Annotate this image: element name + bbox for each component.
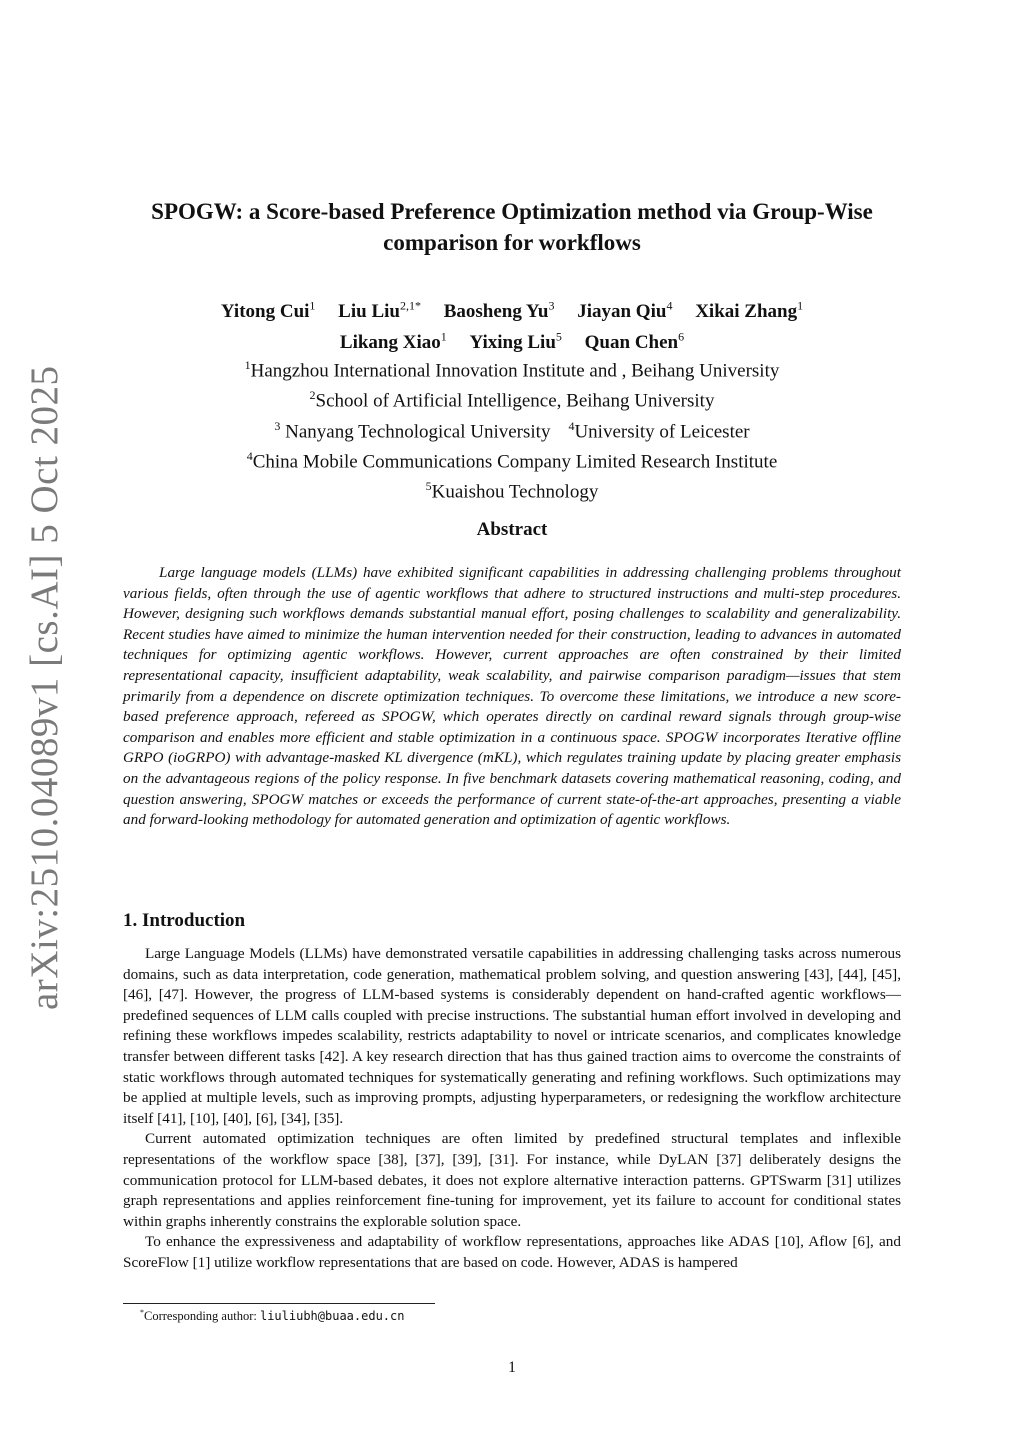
footnote-label: Corresponding author: [144, 1309, 260, 1324]
page-number: 1 [508, 1359, 516, 1376]
footnote [140, 1308, 404, 1324]
footnote-marker: * [140, 1308, 144, 1317]
author: Baosheng Yu$^3$ [443, 299, 555, 323]
affiliation: $^1$Hangzhou International Innovation Institute and , Beihang University [244, 358, 780, 382]
section-heading-introduction: 1. Introduction [123, 910, 246, 931]
affiliations [100, 353, 924, 505]
abstract-text: Large language models (LLMs) have exhibited significant capabilities in addressing challenging problems throughout various fields, often through the use of agentic workflows that adhere to structured instructions and multi-step procedures. However, designing such workflows demands substantial manual effort, posing challenges to scalability and generalizability. Recent studies have aimed to minimize the human intervention needed for their construction, leading to advances in automated techniques for optimizing agentic workflows. However, current approaches are often constrained by their limited representational capacity, insufficient adaptability, weak scalability, and pairwise comparison paradigm—issues that stem primarily from a dependence on discrete optimization techniques. To overcome these limitations, we introduce a new score-based preference approach, refereed as SPOGW, which operates directly on cardinal reward signals through group-wise comparison and enables more efficient and stable optimization in a continuous space. SPOGW incorporates Iterative offline GRPO (ioGRPO) with advantage-masked KL divergence (mKL), which regulates training update by placing greater emphasis on the advantageous regions of the policy response. In five benchmark datasets covering mathematical reasoning, coding, and question answering, SPOGW matches or exceeds the performance of current state-of-the-art approaches, presenting a viable and forward-looking methodology for automated generation and optimization of agentic workflows. [123, 564, 901, 829]
author: Xikai Zhang$^1$ [695, 299, 804, 323]
author: Yitong Cui$^1$ [220, 299, 316, 323]
author: Likang Xiao$^1$ [339, 329, 447, 353]
affiliation: $^5$Kuaishou Technology [425, 479, 599, 503]
author: Quan Chen$^6$ [584, 329, 685, 353]
author: Liu Liu$^{2,1*}$ [338, 299, 421, 323]
paragraph: To enhance the expressiveness and adaptability of workflow representations, approaches like ADAS [10], Aflow [6], and ScoreFlow [1] utilize workflow representations that are based on code. However, ADAS is hampered [123, 1233, 901, 1271]
author-email: liuliubh@buaa.edu.cn [259, 1309, 405, 1324]
paper-title [100, 196, 924, 258]
arxiv-identifier: arXiv:2510.04089v1 [cs.AI] 5 Oct 2025 [23, 365, 66, 1010]
footnote-divider [123, 1303, 435, 1304]
affiliation: $^3$ Nanyang Technological University $^4$University of Leicester [274, 418, 750, 442]
author-list [100, 294, 924, 355]
author-row-1 [100, 294, 924, 324]
affiliation: $^4$China Mobile Communications Company Limited Research Institute [246, 448, 778, 473]
introduction-body [123, 944, 901, 1274]
paragraph: Large Language Models (LLMs) have demonstrated versatile capabilities in addressing challenging tasks across numerous domains, such as data interpretation, code generation, mathematical problem solving, and question answering [43], [44], [45], [46], [47]. However, the progress of LLM-based systems is considerably dependent on hand-crafted agentic workflows—predefined sequences of LLM calls coupled with precise instructions. The substantial human effort involved in developing and refining these workflows impedes scalability, restricts adaptability to novel or intricate scenarios, and complicates knowledge transfer between different tasks [42]. A key research direction that has thus gained traction aims to overcome the constraints of static workflows through automated techniques for systematically generating and refining workflows. Such optimizations may be applied at multiple levels, such as improving prompts, adjusting hyperparameters, or redesigning the workflow architecture itself [41], [10], [40], [6], [34], [35]. [123, 945, 901, 1127]
title-line-1: SPOGW: a Score-based Preference Optimization method via Group-Wise [151, 199, 873, 224]
author: Jiayan Qiu$^4$ [577, 299, 673, 323]
paragraph: Current automated optimization techniques are often limited by predefined structural templates and inflexible representations of the workflow space [38], [37], [39], [31]. For instance, while DyLAN [37] deliberately designs the communication protocol for LLM-based debates, it does not explore alternative interaction patterns. GPTSwarm [31] utilizes graph representations and applies reinforcement fine-tuning for improvement, yet its failure to account for conditional states within graphs inherently constrains the explorable solution space. [123, 1130, 901, 1230]
title-line-2: comparison for workflows [383, 230, 641, 255]
author: Yixing Liu$^5$ [469, 329, 562, 353]
affiliation: $^2$School of Artificial Intelligence, Beihang University [309, 388, 715, 412]
author-row-2 [100, 324, 924, 354]
abstract-heading: Abstract [476, 519, 548, 540]
